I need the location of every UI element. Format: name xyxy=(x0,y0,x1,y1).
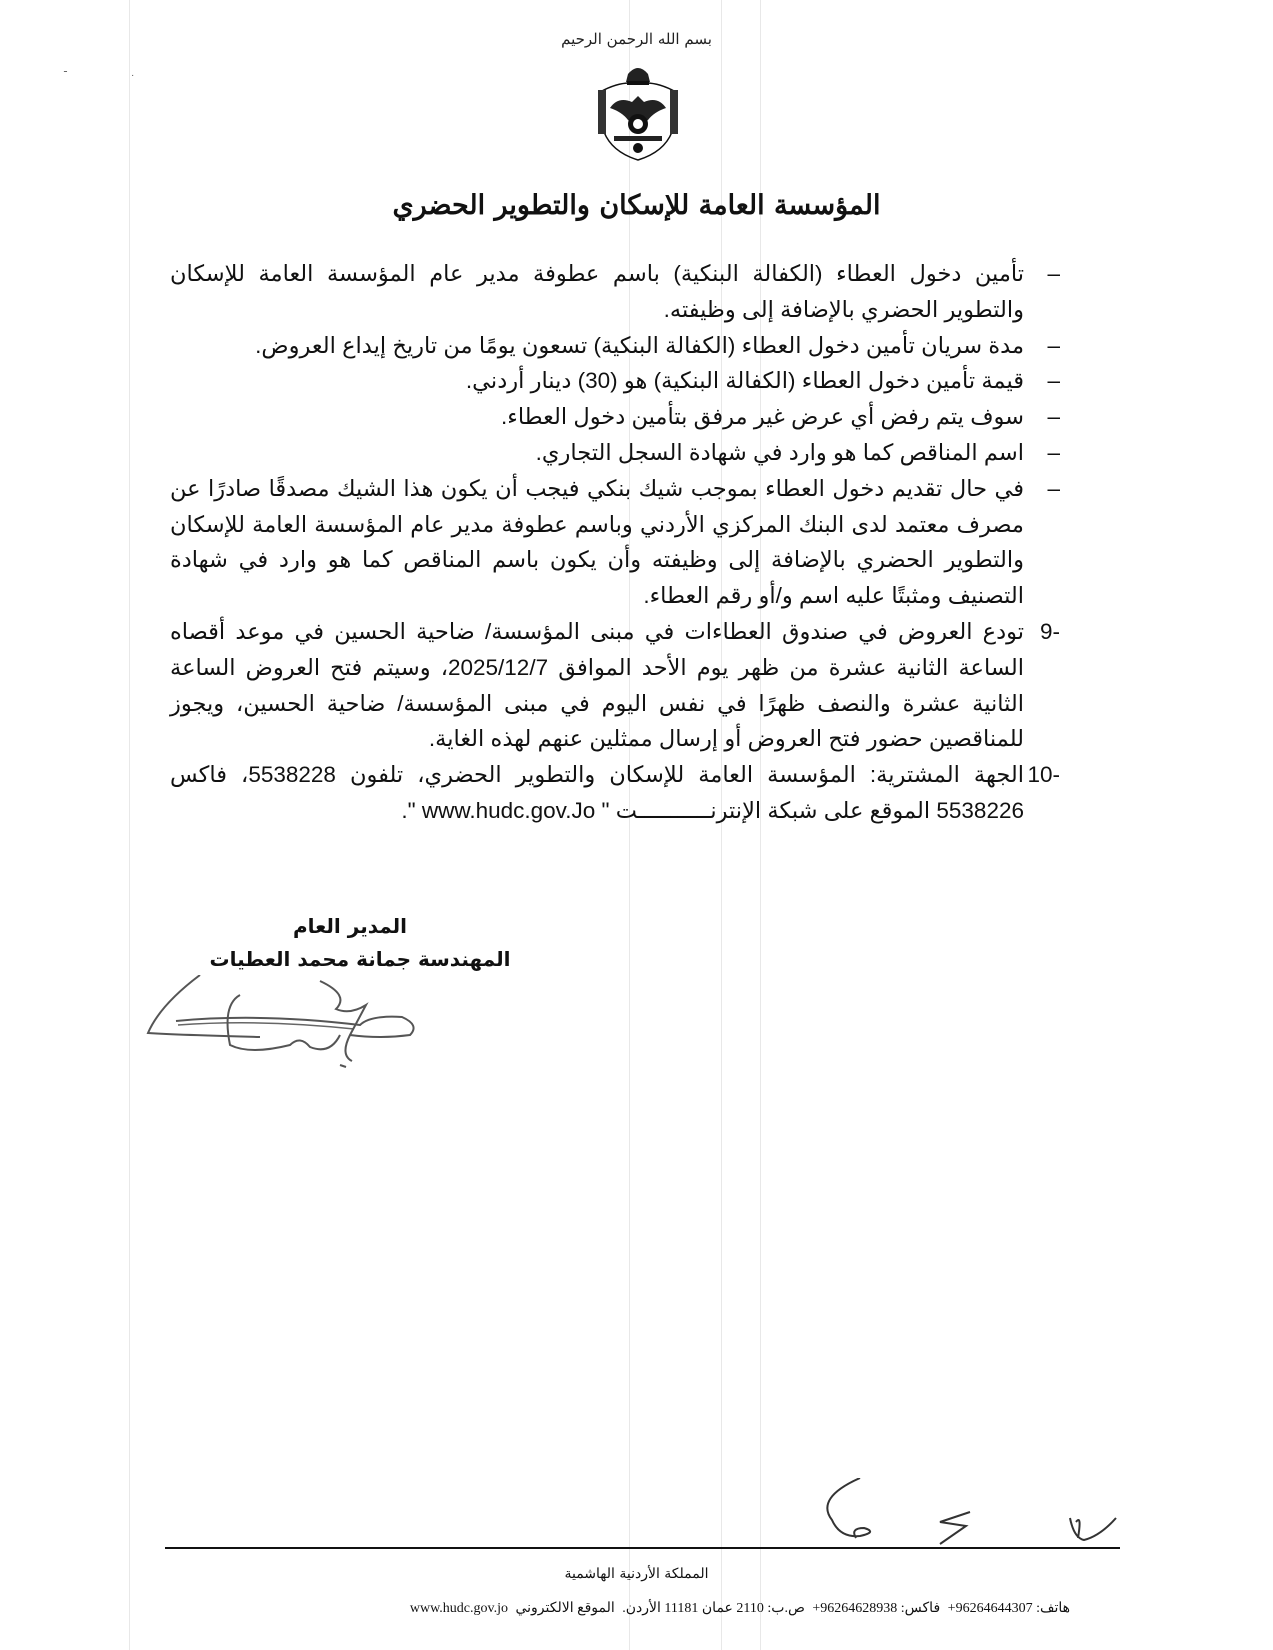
footer-website-link[interactable]: www.hudc.gov.jo xyxy=(409,1601,508,1616)
list-marker: – xyxy=(1047,404,1060,430)
scan-speck: ـ xyxy=(64,64,67,75)
basmala: بسم الله الرحمن الرحيم xyxy=(561,30,712,48)
signatory-title: المدير العام xyxy=(292,914,408,938)
signature-block xyxy=(200,910,520,976)
list-item xyxy=(170,328,1060,364)
list-item xyxy=(170,435,1060,471)
jordan-coat-of-arms-icon xyxy=(592,62,684,162)
list-marker: – xyxy=(1047,368,1060,394)
scan-speck: · xyxy=(131,70,135,81)
numbered-item xyxy=(170,614,1060,757)
signatory-name: المهندسة جمانة محمد العطيات xyxy=(209,947,511,971)
list-item-text: قيمة تأمين دخول العطاء (الكفالة البنكية) هو (30) دينار أردني. xyxy=(465,368,1024,394)
list-marker: – xyxy=(1047,475,1060,501)
list-marker: – xyxy=(1047,261,1060,286)
letter-body xyxy=(170,256,1060,829)
handwritten-signature-icon xyxy=(140,975,430,1095)
numbered-item-text: تودع العروض في صندوق العطاءات في مبنى المؤسسة/ ضاحية الحسين في موعد أقصاه الساعة الثانية عشرة من ظهر يوم الأحد الموافق 2025/12/7، وسيتم فتح العروض الساعة الثانية عشرة والنصف ظهرًا في نفس اليوم في مبنى المؤسسة/ ضاحية الحسين، ويجوز للمناقصين حضور فتح العروض أو إرسال ممثلين عنهم لهذه الغاية. xyxy=(170,618,1024,752)
list-item-text: سوف يتم رفض أي عرض غير مرفق بتأمين دخول العطاء. xyxy=(500,404,1024,430)
footer-phone: هاتف: 96264644307+ xyxy=(947,1601,1070,1616)
list-item xyxy=(170,363,1060,399)
list-marker: – xyxy=(1047,332,1060,358)
item-number: -10 xyxy=(1027,762,1060,788)
list-item-text: في حال تقديم دخول العطاء بموجب شيك بنكي فيجب أن يكون هذا الشيك مصدقًا صادرًا عن مصرف معتمد لدى البنك المركزي الأردني وباسم عطوفة مدير عام المؤسسة العامة للإسكان والتطوير الحضري بالإضافة إلى وظيفته وأن يكون باسم المناقص كما هو وارد في شهادة التصنيف ومثبتًا عليه اسم و/أو رقم العطاء. xyxy=(170,475,1024,609)
list-marker: – xyxy=(1047,439,1060,465)
initials-marks-icon xyxy=(820,1478,1120,1548)
list-item-text: تأمين دخول العطاء (الكفالة البنكية) باسم عطوفة مدير عام المؤسسة العامة للإسكان والتطوير الحضري بالإضافة إلى وظيفته. xyxy=(170,261,1024,322)
numbered-item-text: الجهة المشترية: المؤسسة العامة للإسكان والتطوير الحضري، تلفون 5538228، فاكس 5538226 الموقع على شبكة الإنترنـــــــــــت " www.hudc.gov.Jo ". xyxy=(170,762,1024,823)
numbered-item xyxy=(170,757,1060,829)
footer-website-label: الموقع الالكتروني xyxy=(515,1601,615,1616)
footer-fax: فاكس: 96264628938+ xyxy=(812,1601,941,1616)
list-item xyxy=(170,399,1060,435)
footer-contact-line xyxy=(300,1600,1070,1617)
scan-artifact-line xyxy=(129,0,130,1650)
list-item-text: مدة سريان تأمين دخول العطاء (الكفالة البنكية) تسعون يومًا من تاريخ إيداع العروض. xyxy=(255,332,1024,358)
footer-po-box: ص.ب: 2110 عمان 11181 الأردن. xyxy=(622,1601,805,1616)
list-item xyxy=(170,471,1060,614)
organization-name: المؤسسة العامة للإسكان والتطوير الحضري xyxy=(392,190,881,221)
footer-country: المملكة الأردنية الهاشمية xyxy=(564,1566,709,1582)
item-number: -9 xyxy=(1039,618,1060,644)
list-item-text: اسم المناقص كما هو وارد في شهادة السجل التجاري. xyxy=(535,439,1024,465)
footer-divider xyxy=(165,1547,1120,1549)
list-item xyxy=(170,256,1060,328)
